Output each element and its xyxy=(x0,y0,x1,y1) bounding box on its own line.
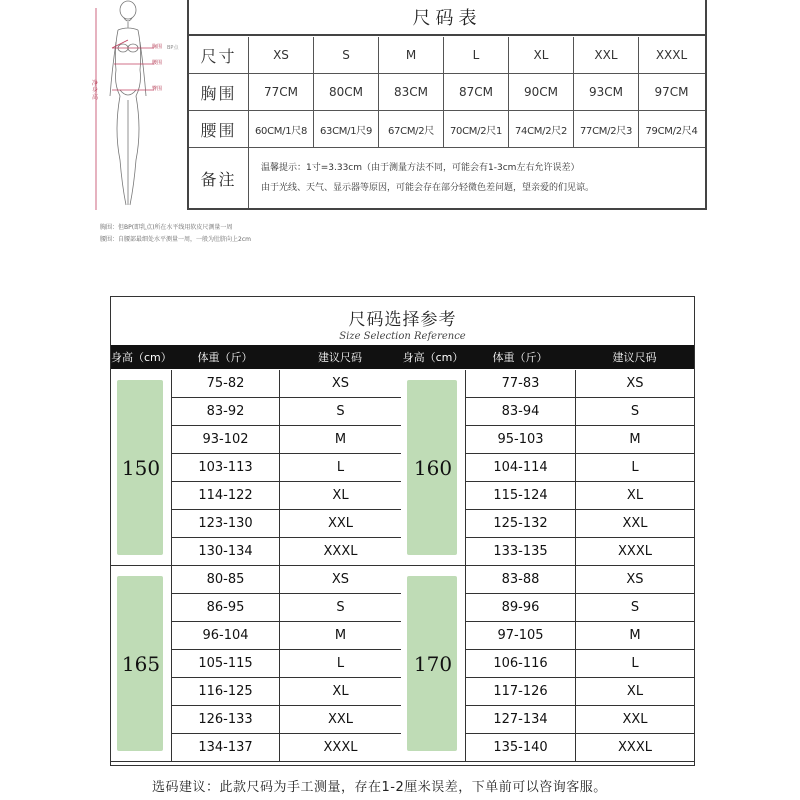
table-row xyxy=(465,706,694,734)
suggested-size-cell: XXXL xyxy=(575,734,694,762)
footer-note: 选码建议：此款尺码为手工测量，存在1-2厘米误差，下单前可以咨询客服。 xyxy=(152,780,607,795)
note-line-color: 由于光线、天气、显示器等原因，可能会存在部分轻微色差问题，望亲爱的们见谅。 xyxy=(261,183,595,193)
table-row xyxy=(465,538,694,566)
suggested-size-cell: XS xyxy=(279,566,401,594)
weight-cell: 133-135 xyxy=(465,538,575,566)
table-row xyxy=(465,594,694,622)
table-row xyxy=(171,482,401,510)
weight-cell: 117-126 xyxy=(465,678,575,706)
table-row xyxy=(171,538,401,566)
fig-label-chest: 胸围 xyxy=(152,44,163,50)
weight-cell: 80-85 xyxy=(171,566,279,594)
weight-cell: 135-140 xyxy=(465,734,575,762)
table-row xyxy=(465,566,694,594)
weight-cell: 97-105 xyxy=(465,622,575,650)
chest-m: 83CM xyxy=(379,74,444,110)
fig-label-bp: BP点 xyxy=(167,45,179,51)
size-chart-title: 尺码表 xyxy=(189,0,705,36)
waist-s: 63CM/1尺9 xyxy=(314,111,379,147)
weight-cell: 75-82 xyxy=(171,370,279,398)
suggested-size-cell: M xyxy=(575,622,694,650)
weight-cell: 115-124 xyxy=(465,482,575,510)
weight-cell: 86-95 xyxy=(171,594,279,622)
size-row xyxy=(189,37,705,74)
size-reference-table xyxy=(110,296,695,766)
suggested-size-cell: XXL xyxy=(575,706,694,734)
weight-cell: 95-103 xyxy=(465,426,575,454)
table-row xyxy=(171,734,401,762)
height-cell-170 xyxy=(401,566,465,762)
header-height-right: 身高（cm） xyxy=(402,351,464,364)
table-row xyxy=(171,454,401,482)
weight-cell: 93-102 xyxy=(171,426,279,454)
height-value: 165 xyxy=(121,651,161,676)
table-row xyxy=(465,678,694,706)
chest-row xyxy=(189,74,705,111)
weight-cell: 127-134 xyxy=(465,706,575,734)
size-s: S xyxy=(314,37,379,73)
suggested-size-cell: XXL xyxy=(279,510,401,538)
suggested-size-cell: XL xyxy=(575,482,694,510)
row-head-size: 尺寸 xyxy=(189,37,249,73)
table-row xyxy=(465,650,694,678)
suggested-size-cell: XL xyxy=(279,482,401,510)
suggested-size-cell: S xyxy=(279,398,401,426)
table-row xyxy=(465,510,694,538)
height-cell-160 xyxy=(401,370,465,566)
header-size-left: 建议尺码 xyxy=(318,351,362,364)
figure-note-waist: 腰围：自腰部最细处水平测量一周，一般为肚脐向上2cm xyxy=(100,236,251,243)
header-size-right: 建议尺码 xyxy=(612,351,657,364)
weight-cell: 106-116 xyxy=(465,650,575,678)
size-l: L xyxy=(444,37,509,73)
waist-xl: 74CM/2尺2 xyxy=(509,111,574,147)
waist-xs: 60CM/1尺8 xyxy=(249,111,314,147)
height-cell-165 xyxy=(111,566,171,762)
weight-cell: 83-88 xyxy=(465,566,575,594)
chest-xxl: 93CM xyxy=(574,74,639,110)
body-silhouette-icon xyxy=(92,0,187,222)
weight-cell: 123-130 xyxy=(171,510,279,538)
size-xxxl: XXXL xyxy=(655,48,688,62)
suggested-size-cell: XXL xyxy=(279,706,401,734)
chest-xl: 90CM xyxy=(509,74,574,110)
suggested-size-cell: M xyxy=(279,426,401,454)
suggested-size-cell: XXXL xyxy=(575,538,694,566)
reference-header-bar xyxy=(111,345,694,369)
note-row xyxy=(189,148,705,208)
table-row xyxy=(171,622,401,650)
size-xs: XS xyxy=(249,37,314,73)
size-xxl: XXL xyxy=(574,37,639,73)
table-row xyxy=(171,594,401,622)
row-head-note: 备注 xyxy=(189,148,249,208)
suggested-size-cell: M xyxy=(279,622,401,650)
suggested-size-cell: XXL xyxy=(575,510,694,538)
table-row xyxy=(171,706,401,734)
note-line-measure: 温馨提示：1寸=3.33cm（由于测量方法不同，可能会有1-3cm左右允许误差） xyxy=(261,163,580,173)
height-value: 150 xyxy=(121,455,161,480)
size-chart-table xyxy=(187,0,707,210)
weight-cell: 125-132 xyxy=(465,510,575,538)
suggested-size-cell: S xyxy=(575,398,694,426)
reference-title: 尺码选择参考 xyxy=(348,310,457,330)
reference-subtitle: Size Selection Reference xyxy=(339,331,466,342)
size-xl: XL xyxy=(509,37,574,73)
row-head-waist: 腰围 xyxy=(189,111,249,147)
weight-cell: 103-113 xyxy=(171,454,279,482)
weight-cell: 89-96 xyxy=(465,594,575,622)
chest-xs: 77CM xyxy=(249,74,314,110)
table-row xyxy=(171,650,401,678)
body-measurement-figure xyxy=(92,0,187,222)
chest-xxxl: 97CM xyxy=(654,85,689,99)
waist-m: 67CM/2尺 xyxy=(379,111,444,147)
suggested-size-cell: L xyxy=(575,454,694,482)
table-row xyxy=(171,566,401,594)
waist-l: 70CM/2尺1 xyxy=(444,111,509,147)
weight-cell: 114-122 xyxy=(171,482,279,510)
weight-cell: 130-134 xyxy=(171,538,279,566)
figure-note-chest: 胸围：但BP(即乳点)所在水平线用软皮尺测量一周 xyxy=(100,224,233,231)
suggested-size-cell: XS xyxy=(575,370,694,398)
suggested-size-cell: XL xyxy=(279,678,401,706)
weight-cell: 116-125 xyxy=(171,678,279,706)
table-row xyxy=(465,454,694,482)
table-row xyxy=(171,678,401,706)
weight-cell: 77-83 xyxy=(465,370,575,398)
suggested-size-cell: XS xyxy=(575,566,694,594)
waist-row xyxy=(189,111,705,148)
suggested-size-cell: XXXL xyxy=(279,734,401,762)
height-cell-150 xyxy=(111,370,171,566)
suggested-size-cell: S xyxy=(575,594,694,622)
table-row xyxy=(465,370,694,398)
suggested-size-cell: S xyxy=(279,594,401,622)
waist-xxxl: 79CM/2尺4 xyxy=(645,125,698,137)
reference-title-block xyxy=(111,297,694,345)
table-row xyxy=(171,398,401,426)
table-row xyxy=(465,426,694,454)
suggested-size-cell: XS xyxy=(279,370,401,398)
weight-cell: 104-114 xyxy=(465,454,575,482)
row-head-chest: 胸围 xyxy=(189,74,249,110)
table-row xyxy=(171,370,401,398)
header-weight-right: 体重（斤） xyxy=(492,351,548,364)
suggested-size-cell: L xyxy=(279,454,401,482)
weight-cell: 105-115 xyxy=(171,650,279,678)
weight-cell: 126-133 xyxy=(171,706,279,734)
table-row xyxy=(465,398,694,426)
chest-l: 87CM xyxy=(444,74,509,110)
weight-cell: 96-104 xyxy=(171,622,279,650)
fig-label-hip: 臀围 xyxy=(152,86,163,92)
suggested-size-cell: M xyxy=(575,426,694,454)
suggested-size-cell: XXXL xyxy=(279,538,401,566)
table-row xyxy=(465,482,694,510)
table-row xyxy=(465,622,694,650)
size-m: M xyxy=(379,37,444,73)
suggested-size-cell: XL xyxy=(575,678,694,706)
suggested-size-cell: L xyxy=(279,650,401,678)
weight-cell: 134-137 xyxy=(171,734,279,762)
table-row xyxy=(171,510,401,538)
weight-cell: 83-94 xyxy=(465,398,575,426)
header-height-left: 身高（cm） xyxy=(111,351,172,364)
height-value: 170 xyxy=(413,651,453,676)
weight-cell: 83-92 xyxy=(171,398,279,426)
chest-s: 80CM xyxy=(314,74,379,110)
fig-label-waist: 腰围 xyxy=(152,60,163,66)
fig-label-height: 净身高 xyxy=(92,80,99,101)
header-weight-left: 体重（斤） xyxy=(197,351,253,364)
suggested-size-cell: L xyxy=(575,650,694,678)
table-row xyxy=(465,734,694,762)
waist-xxl: 77CM/2尺3 xyxy=(574,111,639,147)
table-row xyxy=(171,426,401,454)
height-value: 160 xyxy=(413,455,453,480)
